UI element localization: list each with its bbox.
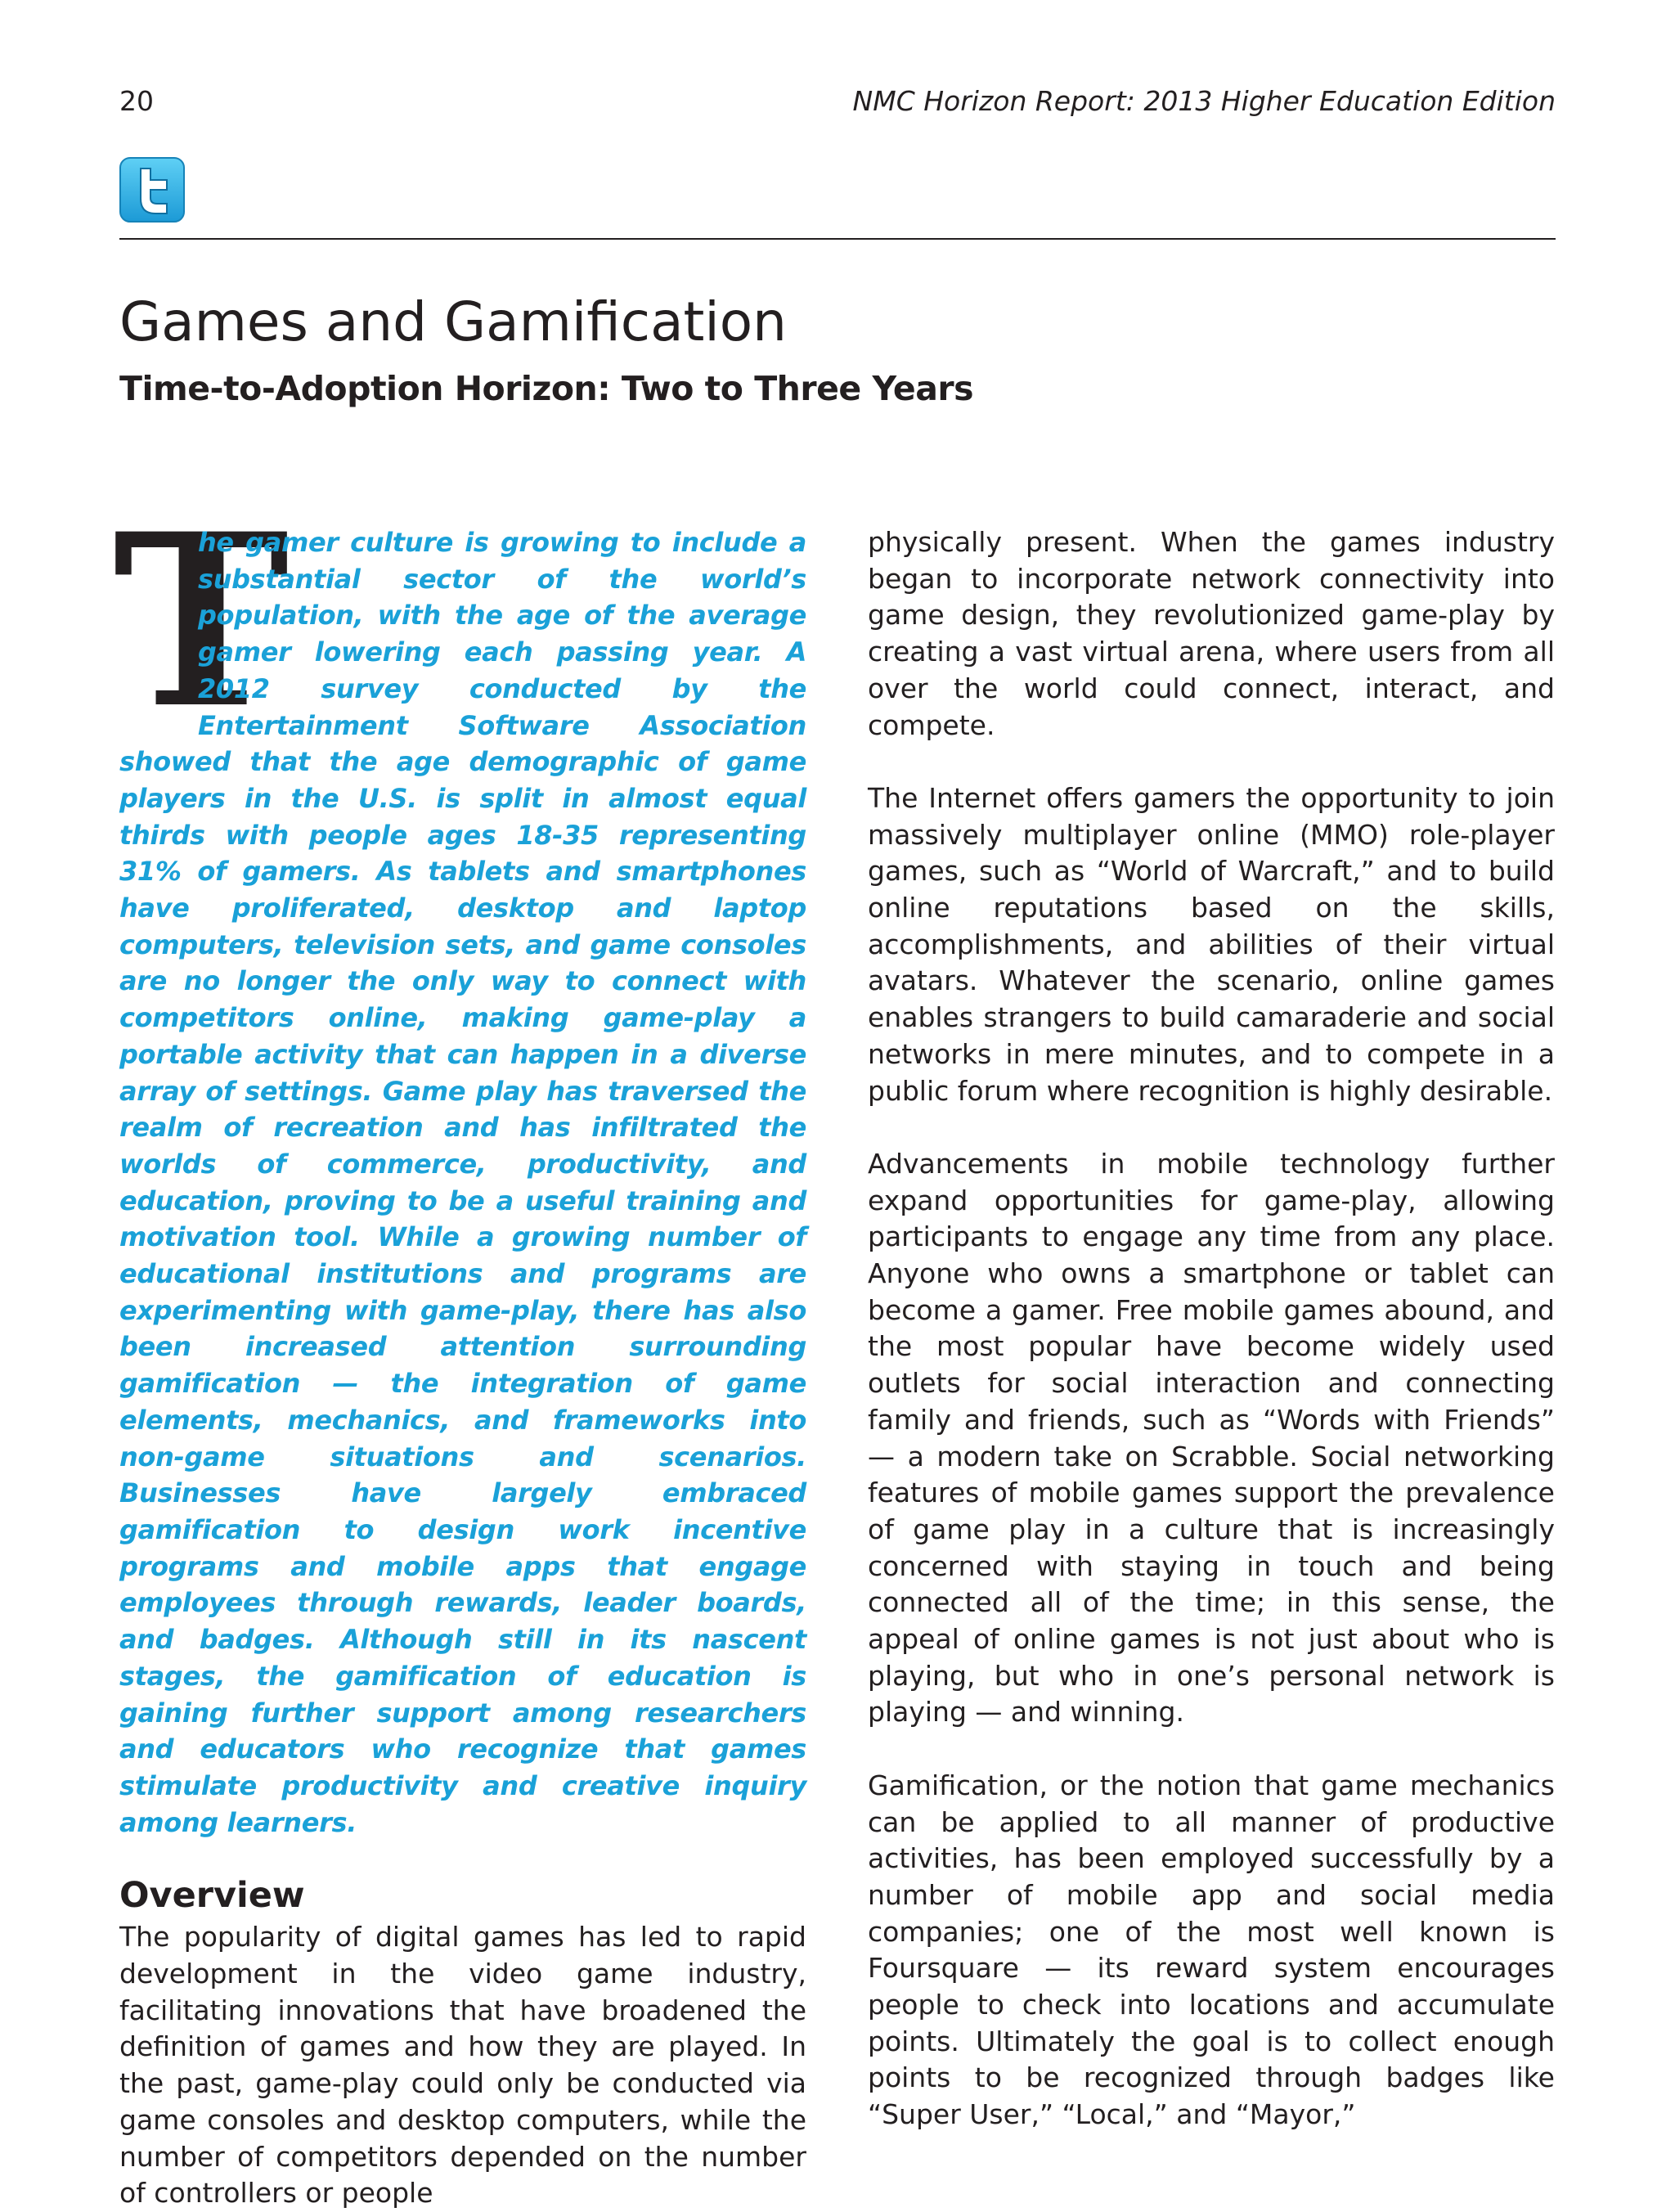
intro-text: he gamer culture is growing to include a substantial sector of the world’s population, with the age of the average gamer lowering each passing year. A 2012 survey conducted by the Entertainment Software Association showed that the age demographic of game players in the U.S. is split in almost equal thirds with people ages 18-35 representing 31% of gamers. As tablets and smartphones have proliferated, desktop and laptop computers, television sets, and game consoles are no longer the only way to connect with competitors online, making game-play a portable activity that can happen in a diverse array of settings. Game play has traversed the realm of recreation and has infiltrated the worlds of commerce, productivity, and education, proving to be a useful training and motivation tool. While a growing number of educational institutions and programs are experimenting with game-play, there has also been increased attention surrounding gamification — the integration of game elements, mechanics, and frameworks into non-game situations and scenarios. Businesses have largely embraced gamification to design work incentive programs and mobile apps that engage employees through rewards, leader boards, and badges. Although still in its nascent stages, the gamification of education is gaining further support among researchers and educators who recognize that games stimulate productivity and creative inquiry among learners. bbox=[119, 527, 806, 1838]
page-subtitle: Time-to-Adoption Horizon: Two to Three Years bbox=[119, 369, 973, 408]
body-paragraph: Advancements in mobile technology further expand opportunities for game-play, allowing participants to engage any time from any place. Anyone who owns a smartphone or tablet can become a gamer. Free mobile games abound, and the most popular have become widely used outlets for social interaction and connecting family and friends, such as “Words with Friends” — a modern take on Scrabble. Social networking features of mobile games support the prevalence of game play in a culture that is increasingly concerned with staying in touch and being connected all of the time; in this sense, the appeal of online games is not just about who is playing, but who in one’s personal network is playing — and winning. bbox=[868, 1147, 1555, 1729]
right-column bbox=[868, 524, 1555, 2133]
running-header: NMC Horizon Report: 2013 Higher Education Edition bbox=[852, 85, 1556, 117]
page-title: Games and Gamification bbox=[119, 290, 787, 353]
body-paragraph: physically present. When the games industry began to incorporate network connectivity into game design, they revolutionized game-play by creating a vast virtual arena, where users from all over the world could connect, interact, and compete. bbox=[868, 526, 1555, 741]
overview-paragraph: The popularity of digital games has led to rapid development in the video game industry, facilitating innovations that have broadened the definition of games and how they are played. In the past, game-play could only be conducted via game consoles and desktop computers, while the number of competitors depended on the number of controllers or people bbox=[119, 1921, 806, 2210]
header-divider bbox=[119, 238, 1556, 240]
left-column bbox=[113, 483, 806, 2212]
overview-heading: Overview bbox=[119, 1875, 305, 1917]
body-paragraph: Gamification, or the notion that game mechanics can be applied to all manner of productive activities, has been employed successfully by a number of mobile app and social media companies; one of the most well known is Foursquare — its reward system encourages people to check into locations and accumulate points. Ultimately the goal is to collect enough points to be recognized through badges like “Super User,” “Local,” and “Mayor,” bbox=[868, 1769, 1555, 2131]
intro-paragraph bbox=[113, 483, 806, 1841]
body-paragraph: The Internet offers gamers the opportunity to join massively multiplayer online (MMO) role-player games, such as “World of Warcraft,” and to build online reputations based on the skills, accomplishments, and abilities of their virtual avatars. Whatever the scenario, online games enables strangers to build camaraderie and social networks in mere minutes, and to compete in a public forum where recognition is highly desirable. bbox=[868, 781, 1555, 1107]
page-number: 20 bbox=[119, 85, 154, 117]
twitter-icon[interactable] bbox=[119, 157, 185, 223]
drop-cap: T bbox=[113, 483, 290, 761]
